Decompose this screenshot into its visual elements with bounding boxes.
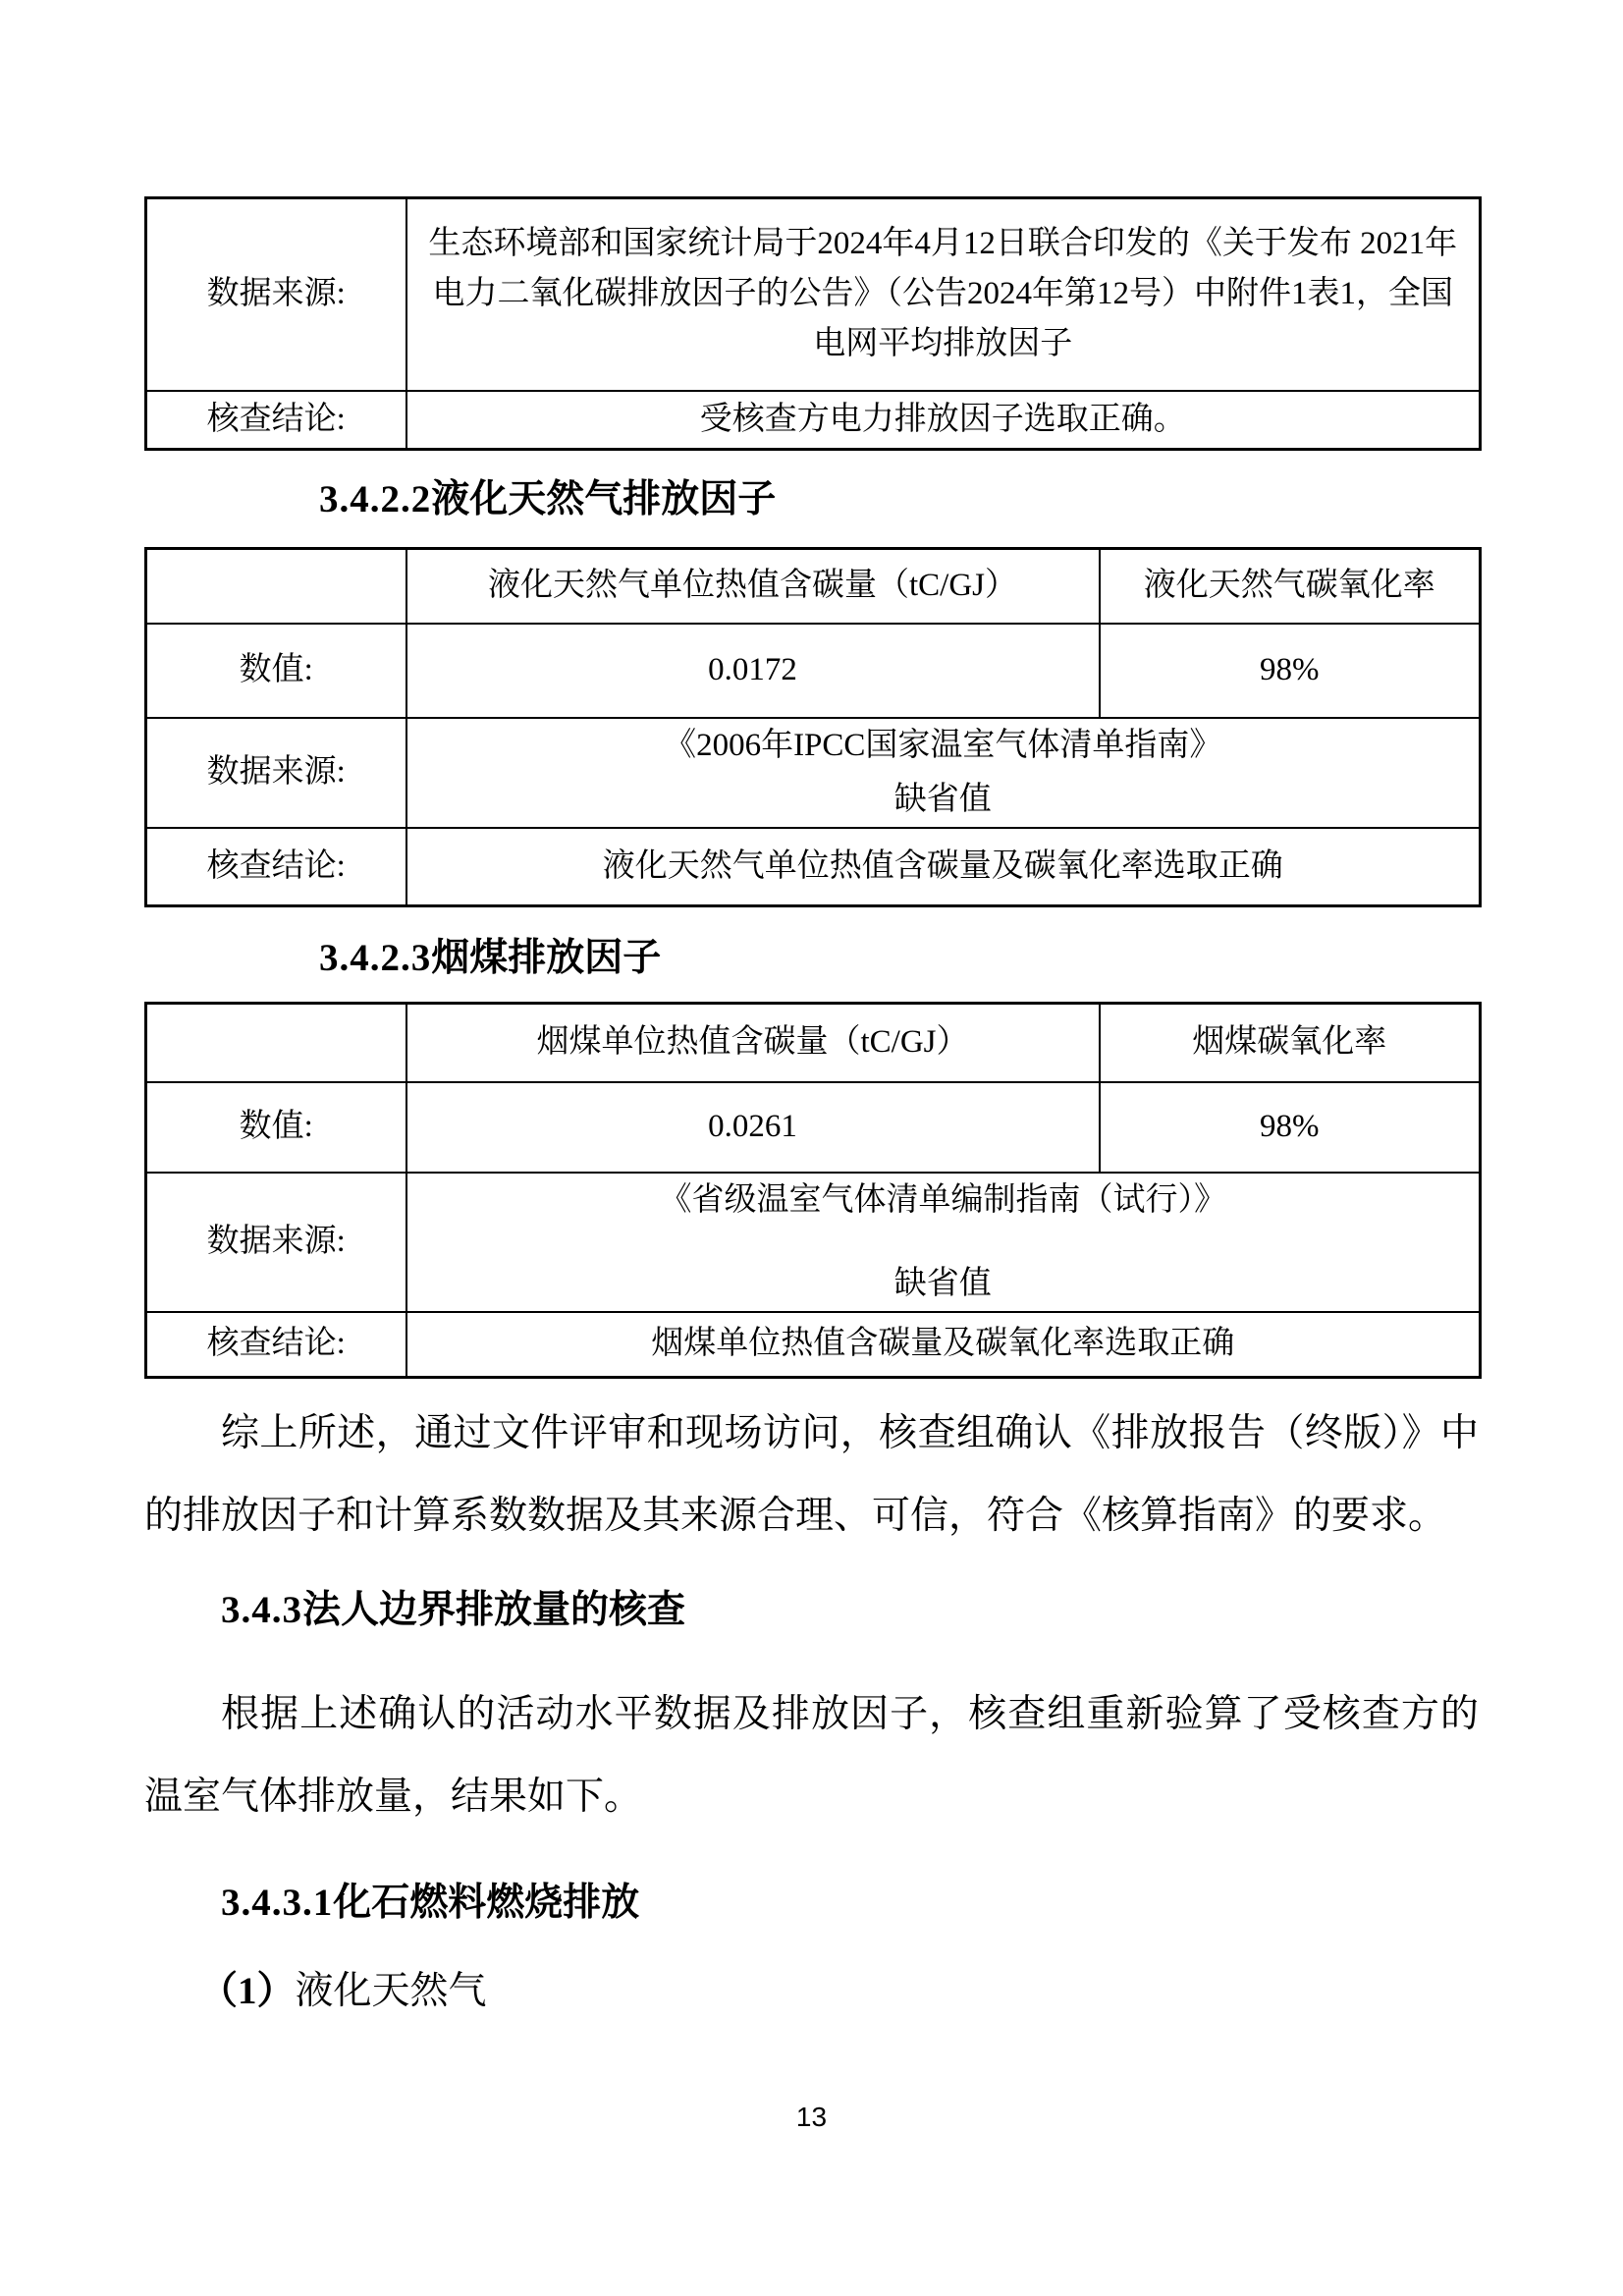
table-header-row <box>146 549 1481 624</box>
lng-emission-factor-table <box>144 547 1482 907</box>
table-row <box>146 624 1481 718</box>
source-value-cell <box>406 718 1481 828</box>
section-title: 法人边界排放量的核查 <box>302 1588 686 1631</box>
value-label-cell: 数值: <box>146 1082 406 1173</box>
source-value-cell: 生态环境部和国家统计局于2024年4月12日联合印发的《关于发布 2021年电力二氧化碳排放因子的公告》（公告2024年第12号）中附件1表1，全国电网平均排放因子 <box>406 198 1481 391</box>
summary-paragraph: 综上所述，通过文件评审和现场访问，核查组确认《排放报告（终版）》中的排放因子和计算系数数据及其来源合理、可信，符合《核算指南》的要求。 <box>144 1411 1479 1537</box>
carbon-content-value-cell: 0.0172 <box>406 624 1100 718</box>
table-header-row <box>146 1004 1481 1082</box>
table-row <box>146 391 1481 450</box>
section-heading-3-4-2-3 <box>319 931 1479 986</box>
conclusion-label-cell: 核查结论: <box>146 828 406 906</box>
coal-emission-factor-table <box>144 1002 1482 1378</box>
section-heading-3-4-3 <box>221 1583 1479 1638</box>
source-line-1: 《省级温室气体清单编制指南（试行）》 <box>659 1181 1226 1218</box>
table-row <box>146 718 1481 828</box>
source-label-cell: 数据来源: <box>146 718 406 828</box>
source-line-2: 缺省值 <box>893 781 992 817</box>
table-row <box>146 1082 1481 1173</box>
empty-corner-cell <box>146 1004 406 1082</box>
list-item-title: 液化天然气 <box>295 1969 487 2012</box>
recalculation-paragraph: 根据上述确认的活动水平数据及排放因子，核查组重新验算了受核查方的温室气体排放量，结果如下。 <box>144 1692 1479 1818</box>
list-item-marker: （1） <box>199 1969 296 2012</box>
section-number: 3.4.3 <box>221 1588 302 1631</box>
grid-emission-factor-table <box>144 196 1482 451</box>
oxidation-rate-value-cell: 98% <box>1100 1082 1481 1173</box>
conclusion-value-cell: 烟煤单位热值含碳量及碳氧化率选取正确 <box>406 1312 1481 1377</box>
conclusion-label-cell: 核查结论: <box>146 1312 406 1377</box>
value-label-cell: 数值: <box>146 624 406 718</box>
conclusion-value-cell: 液化天然气单位热值含碳量及碳氧化率选取正确 <box>406 828 1481 906</box>
table-row <box>146 828 1481 906</box>
section-title: 烟煤排放因子 <box>431 937 662 980</box>
section-number: 3.4.2.3 <box>319 937 432 980</box>
conclusion-label-cell: 核查结论: <box>146 391 406 450</box>
section-title: 化石燃料燃烧排放 <box>333 1881 640 1924</box>
source-label-cell: 数据来源: <box>146 1173 406 1312</box>
section-heading-3-4-3-1 <box>221 1876 1479 1931</box>
empty-corner-cell <box>146 549 406 624</box>
carbon-content-value-cell: 0.0261 <box>406 1082 1100 1173</box>
section-number: 3.4.2.2 <box>319 478 432 520</box>
oxidation-rate-header-cell: 液化天然气碳氧化率 <box>1100 549 1481 624</box>
section-title: 液化天然气排放因子 <box>431 478 777 520</box>
conclusion-value-cell: 受核查方电力排放因子选取正确。 <box>406 391 1481 450</box>
table-row <box>146 198 1481 391</box>
carbon-content-header-cell: 烟煤单位热值含碳量（tC/GJ） <box>406 1004 1100 1082</box>
source-line-1: 《2006年IPCC国家温室气体清单指南》 <box>664 727 1222 763</box>
document-content <box>144 196 1479 2019</box>
source-value-cell <box>406 1173 1481 1312</box>
page-number: 13 <box>795 2102 828 2132</box>
list-item-1 <box>199 1964 1479 2019</box>
table-row <box>146 1312 1481 1377</box>
oxidation-rate-value-cell: 98% <box>1100 624 1481 718</box>
source-line-2: 缺省值 <box>893 1265 992 1301</box>
oxidation-rate-header-cell: 烟煤碳氧化率 <box>1100 1004 1481 1082</box>
carbon-content-header-cell: 液化天然气单位热值含碳量（tC/GJ） <box>406 549 1100 624</box>
section-heading-3-4-2-2 <box>319 472 1479 527</box>
source-label-cell: 数据来源: <box>146 198 406 391</box>
table-row <box>146 1173 1481 1312</box>
section-number: 3.4.3.1 <box>221 1881 334 1924</box>
